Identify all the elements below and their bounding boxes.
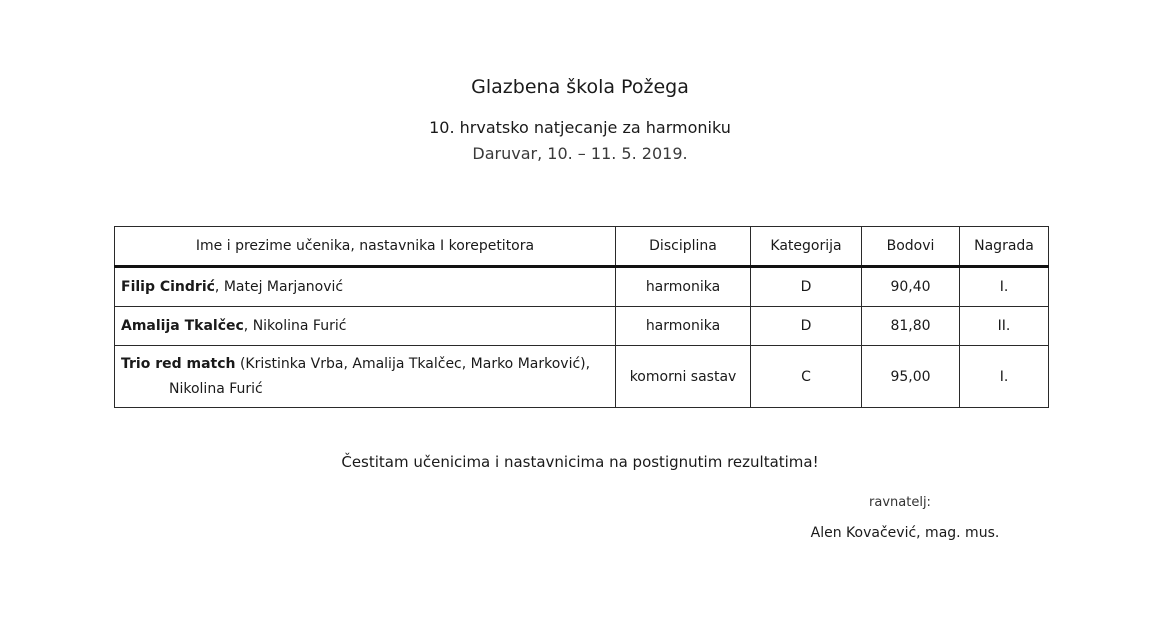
participant-others: (Kristinka Vrba, Amalija Tkalčec, Marko Marković),	[235, 355, 591, 372]
participant-lead: Amalija Tkalčec	[121, 317, 244, 334]
participant-others: , Matej Marjanović	[214, 278, 344, 295]
discipline-cell: harmonika	[616, 267, 751, 307]
participants-cell	[115, 307, 616, 346]
header-discipline: Disciplina	[616, 227, 751, 267]
participant-continuation: Nikolina Furić	[169, 380, 263, 397]
category-cell: D	[751, 267, 862, 307]
participant-lead: Filip Cindrić	[121, 278, 215, 295]
header-name: Ime i prezime učenika, nastavnika I korepetitora	[115, 227, 616, 267]
table-row	[115, 346, 1049, 408]
header-points: Bodovi	[862, 227, 960, 267]
participants-cell	[115, 267, 616, 307]
discipline-cell: harmonika	[616, 307, 751, 346]
category-cell: D	[751, 307, 862, 346]
school-name: Glazbena škola Požega	[471, 76, 689, 98]
points-cell: 95,00	[862, 346, 960, 408]
principal-label: ravnatelj:	[869, 495, 931, 510]
header-category: Kategorija	[751, 227, 862, 267]
principal-name: Alen Kovačević, mag. mus.	[810, 525, 1000, 541]
discipline-cell: komorni sastav	[616, 346, 751, 408]
header-award: Nagrada	[960, 227, 1049, 267]
participant-others: , Nikolina Furić	[243, 317, 347, 334]
points-cell: 81,80	[862, 307, 960, 346]
category-cell: C	[751, 346, 862, 408]
place-and-date: Daruvar, 10. – 11. 5. 2019.	[472, 144, 688, 163]
competition-title: 10. hrvatsko natjecanje za harmoniku	[429, 118, 731, 137]
award-cell: I.	[960, 267, 1049, 307]
award-cell: II.	[960, 307, 1049, 346]
results-table	[114, 226, 1049, 408]
participants-cell	[115, 346, 616, 408]
participant-lead: Trio red match	[121, 355, 236, 372]
points-cell: 90,40	[862, 267, 960, 307]
congratulations-text: Čestitam učenicima i nastavnicima na postignutim rezultatima!	[341, 453, 819, 471]
table-header-row	[115, 227, 1049, 267]
table-row	[115, 267, 1049, 307]
table-row	[115, 307, 1049, 346]
award-cell: I.	[960, 346, 1049, 408]
